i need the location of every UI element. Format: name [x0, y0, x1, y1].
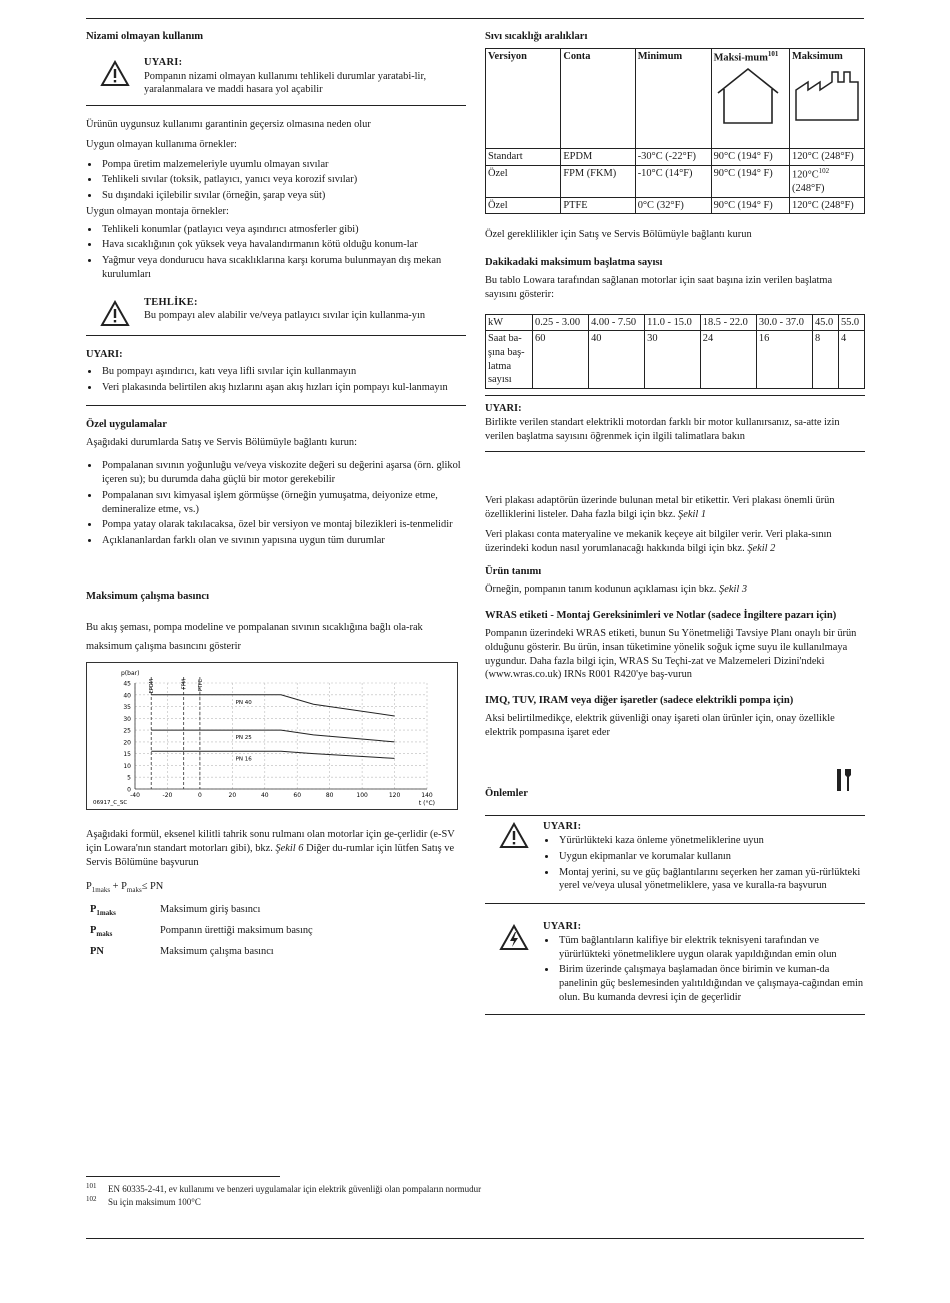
- list-item: • Pompalanan sıvının yoğunluğu ve/veya viskozite değeri su değerini aşarsa (örn. glikol içeren su); bu durumda daha güçlü bir motor gerekebilir: [100, 459, 466, 486]
- x-tick-label: 20: [228, 792, 237, 800]
- misuse-list: [86, 158, 466, 203]
- temperature-table: [485, 48, 865, 214]
- starts-table: [485, 314, 865, 390]
- y-tick-label: 10: [123, 763, 131, 771]
- special-list: [86, 459, 466, 547]
- starts-cell: 16: [756, 331, 812, 389]
- series-line: [151, 730, 394, 742]
- x-tick-label: -40: [130, 792, 140, 800]
- temp-header-max-house: Maksi-mum$^{101}$: [711, 48, 789, 148]
- temp-cell: Özel: [486, 197, 561, 214]
- x-tick-label: 60: [293, 792, 302, 800]
- list-item: • Montaj yerini, su ve güç bağlantılarını seçerken her zaman yü-rürlükteki yerel ve/veya ulusal yönetmeliklere, yasa ve kuralla-ra başvurun: [557, 866, 865, 893]
- danger-triangle-icon: [86, 296, 144, 327]
- warning-3-title: UYARI:: [485, 403, 522, 415]
- temp-cell: 90°C (194° F): [711, 165, 789, 197]
- series-line: [151, 695, 394, 716]
- misuse-heading: Nizami olmayan kullanım: [86, 31, 204, 42]
- series-label: PN 25: [235, 735, 252, 742]
- top-rule: [86, 18, 864, 19]
- install-examples-intro: Uygun olmayan montaja örnekler:: [86, 205, 229, 217]
- starts-cell: 11.0 - 15.0: [645, 314, 701, 331]
- precautions-heading: Önlemler: [485, 788, 528, 800]
- temp-header-max-factory: Maksimum: [790, 48, 865, 148]
- starts-cell: 60: [533, 331, 589, 389]
- y-tick-label: 20: [123, 739, 131, 747]
- starts-cell: 24: [700, 331, 756, 389]
- list-item: • Pompa yatay olarak takılacaksa, özel bir versiyon ve montaj bilezikleri is-tenmelidir: [100, 518, 466, 532]
- figure-code: 06917_C_SC: [93, 800, 128, 807]
- warning-3-text: Birlikte verilen standart elektrikli motordan farklı bir motor kullanırsanız, sa-atte izin verilen başlatma sayısını öğrenmek için ilgili talimatlara bakın: [485, 416, 840, 442]
- pressure-chart: [86, 662, 458, 810]
- starts-cell: 45.0: [812, 314, 838, 331]
- starts-cell: 55.0: [838, 314, 864, 331]
- danger-title: TEHLİKE:: [144, 296, 198, 308]
- list-item: • Tehlikeli konumlar (patlayıcı veya aşındırıcı atmosferler gibi): [100, 223, 466, 237]
- starts-cell: 30: [645, 331, 701, 389]
- formula: $P_{1maks} + P_{maks}\le$ PN: [86, 880, 164, 894]
- data-plate-text-1: Veri plakası adaptörün üzerinde bulunan metal bir etikettir. Veri plakası önemli ürün özelliklerini listeler. Daha fazla bilgi için bkz. Şekil 1: [485, 495, 835, 521]
- list-item: • Yürürlükteki kaza önleme yönetmeliklerine uyun: [557, 834, 865, 848]
- starts-cell: 40: [589, 331, 645, 389]
- temp-cell: 90°C (194° F): [711, 148, 789, 165]
- data-plate-text-2: Veri plakası conta materyaline ve mekanik keçeye ait bilgiler verir. Veri plaka-sının üzerindeki kodun nasıl yorumlanacağı hakkında bilgi için bkz. Şekil 2: [485, 528, 832, 554]
- x-tick-label: 0: [197, 792, 202, 800]
- special-heading: Özel uygulamalar: [86, 418, 167, 430]
- x-tick-label: 100: [356, 792, 368, 800]
- y-tick-label: 0: [127, 786, 131, 794]
- wras-heading: WRAS etiketi - Montaj Gereksinimleri ve Notlar (sadece İngiltere pazarı için): [485, 610, 837, 622]
- tools-icon: [835, 767, 853, 798]
- right-column: [485, 30, 865, 1027]
- series-line: [151, 752, 394, 759]
- figure-3-link[interactable]: Şekil 3: [719, 584, 748, 596]
- y-tick-label: 25: [123, 727, 131, 735]
- temp-cell: Özel: [486, 165, 561, 197]
- temp-cell: -30°C (-22°F): [635, 148, 711, 165]
- x-tick-label: 140: [421, 792, 433, 800]
- warning-5-title: UYARI:: [543, 921, 582, 933]
- warranty-text: Ürünün uygunsuz kullanımı garantinin geçersiz olmasına neden olur: [86, 119, 371, 131]
- house-icon: [714, 65, 782, 127]
- y-tick-label: 15: [123, 751, 131, 759]
- material-marker-label: PTFE: [197, 679, 204, 692]
- footnote-divider: [86, 1176, 280, 1177]
- temp-cell: FPM (FKM): [561, 165, 635, 197]
- warning-box-1: [86, 50, 466, 106]
- left-column: [86, 30, 466, 959]
- electric-hazard-icon: [485, 920, 543, 1006]
- danger-text: Bu pompayı alev alabilir ve/veya patlayıcı sıvılar için kullanma-yın: [144, 310, 426, 322]
- list-item: • Yağmur veya dondurucu hava sıcaklıklarına karşı koruma bulunmayan dış mekan kurulumları: [100, 254, 466, 281]
- factory-icon: [792, 64, 862, 124]
- warning-4-title: UYARI:: [543, 821, 582, 833]
- temp-cell: $120^\circ C^{102}$ (248°F): [790, 165, 865, 197]
- warning-triangle-icon: [485, 815, 543, 895]
- x-tick-label: 40: [260, 792, 269, 800]
- warning-triangle-icon: [86, 56, 144, 97]
- temp-cell: -10°C (14°F): [635, 165, 711, 197]
- list-item: • Pompalanan sıvı kimyasal işlem görmüşse (örneğin yumuşatma, deiyonize etme, demineralize etme, vs.): [100, 489, 466, 516]
- temp-cell: 90°C (194° F): [711, 197, 789, 214]
- list-item: • Birim üzerinde çalışmaya başlamadan önce birimin ve kuman-da panelinin güç beslemesinden yalıtıldığından ve çalışmaya-cağından emin olun. Bu kumanda devresi için de geçerlidir: [557, 963, 865, 1004]
- y-axis-label: p(bar): [121, 670, 140, 678]
- x-axis-label: t (°C): [418, 800, 435, 808]
- starts-cell: 18.5 - 22.0: [700, 314, 756, 331]
- imq-text: Aksi belirtilmedikçe, elektrik güvenliği onay işareti olan ürünler için, onay özellikle elektrik pompasına işaret eder: [485, 712, 835, 738]
- series-label: PN 16: [235, 756, 252, 763]
- x-tick-label: -20: [162, 792, 173, 800]
- warning-2-title: UYARI:: [86, 348, 123, 360]
- wras-text: Pompanın üzerindeki WRAS etiketi, bunun Su Yönetmeliği Tavsiye Planı onaylı bir ürün olduğunu gösterir. Bu ürün, insan tüketimine yönelik soğuk içme suyu ile kullanılmaya uygundur. Daha fazla bilgi için, WRAS Su Teçhi-zat ve Malzemeleri Dizini'ndeki (www.wras.co.uk) IRNs R001 R420'ye baş-vurun: [485, 628, 857, 681]
- list-item: • Pompa üretim malzemeleriyle uyumlu olmayan sıvılar: [100, 158, 466, 172]
- temp-cell: 120°C (248°F): [790, 197, 865, 214]
- danger-box: [86, 290, 466, 336]
- figure-1-link[interactable]: Şekil 1: [678, 509, 707, 521]
- starts-cell: 30.0 - 37.0: [756, 314, 812, 331]
- starts-cell: 4: [838, 331, 864, 389]
- temp-cell: Standart: [486, 148, 561, 165]
- product-heading: Ürün tanımı: [485, 566, 542, 578]
- imq-heading: IMQ, TUV, IRAM veya diğer işaretler (sadece elektrikli pompa için): [485, 694, 794, 706]
- def-symbol: PN: [90, 946, 104, 958]
- formula-text-pre: Aşağıdaki formül, eksenel kilitli tahrik sonu rulmanı olan motorlar için ge-çerlidir (e-SV için Lowara'nın standart motorları gibi), bkz.: [86, 829, 455, 855]
- figure-2-link[interactable]: Şekil 2: [747, 542, 776, 554]
- temp-cell: PTFE: [561, 197, 635, 214]
- temp-header: Minimum: [635, 48, 711, 148]
- temp-cell: EPDM: [561, 148, 635, 165]
- list-item: • Tüm bağlantıların kalifiye bir elektrik teknisyeni tarafından ve yürürlükteki yönetmeliklere uygun olarak yapıldığından emin olun: [557, 934, 865, 961]
- list-item: • Tehlikeli sıvılar (toksik, patlayıcı, yanıcı veya korozif sıvılar): [100, 173, 466, 187]
- special-intro: Aşağıdaki durumlarda Satış ve Servis Bölümüyle bağlantı kurun:: [86, 436, 357, 448]
- figure-6-link[interactable]: Şekil 6: [275, 843, 304, 855]
- warning-1-title: UYARI:: [144, 56, 183, 68]
- starts-cell: 8: [812, 331, 838, 389]
- series-label: PN 40: [235, 700, 252, 707]
- install-list: [86, 223, 466, 282]
- starts-heading: Dakikadaki maksimum başlatma sayısı: [485, 257, 663, 269]
- formula-text: [86, 828, 466, 869]
- product-text: Örneğin, pompanın tanım kodunun açıklaması için bkz. Şekil 3: [485, 584, 748, 596]
- warning-box-2: [86, 348, 466, 406]
- footnote: $^{102}$ Su için maksimum 100°C: [86, 1195, 201, 1207]
- list-item: • Veri plakasında belirtilen akış hızlarını aşan akış hızları için pompayı kul-lanmayın: [100, 381, 466, 395]
- pressure-heading: Maksimum çalışma basıncı: [86, 590, 210, 602]
- def-description: Maksimum giriş basıncı: [160, 903, 261, 915]
- temp-header: Versiyon: [486, 48, 561, 148]
- warning-box-3: [485, 395, 865, 452]
- def-description: Maksimum çalışma basıncı: [160, 946, 274, 958]
- starts-text: Bu tablo Lowara tarafından sağlanan motorlar için saat başına izin verilen başlatma sayısını gösterir:: [485, 275, 833, 300]
- list-item: • Su dışındaki içilebilir sıvılar (örneğin, şarap veya süt): [100, 189, 466, 203]
- bottom-rule: [86, 1238, 864, 1239]
- temp-header: Conta: [561, 48, 635, 148]
- def-symbol: $P_{1maks}$: [90, 903, 116, 917]
- starts-cell: Saat ba-şına baş-latma sayısı: [486, 331, 533, 389]
- temp-cell: 120°C (248°F): [790, 148, 865, 165]
- def-description: Pompanın ürettiği maksimum basınç: [160, 925, 313, 937]
- y-tick-label: 45: [123, 680, 131, 688]
- starts-cell: 0.25 - 3.00: [533, 314, 589, 331]
- material-marker-label: FPM: [181, 679, 188, 690]
- misuse-examples-intro: Uygun olmayan kullanıma örnekler:: [86, 138, 237, 150]
- y-tick-label: 35: [123, 704, 131, 712]
- footnote: $^{101}$ EN 60335-2-41, ev kullanımı ve benzeri uygulamalar için elektrik güvenliği olan pompaların normudur: [86, 1182, 482, 1194]
- temp-cell: 0°C (32°F): [635, 197, 711, 214]
- temperature-heading: Sıvı sıcaklığı aralıkları: [485, 31, 588, 42]
- warning-box-5: [485, 912, 865, 1015]
- list-item: • Açıklananlardan farklı olan ve sıvının yapısına uygun tüm durumlar: [100, 534, 466, 548]
- pressure-chart-svg: [87, 663, 457, 809]
- y-tick-label: 30: [123, 716, 131, 724]
- temperature-note: Özel gereklilikler için Satış ve Servis Bölümüyle bağlantı kurun: [485, 229, 752, 241]
- y-tick-label: 5: [127, 775, 131, 783]
- warning-1-text: Pompanın nizami olmayan kullanımı tehlikeli durumlar yaratabi-lir, yaralanmalara ve maddi hasara yol açabilir: [144, 70, 427, 96]
- formula-text-post: Diğer du-rumlar için lütfen Satış ve Servis Bölümüne başvurun: [86, 843, 455, 868]
- x-tick-label: 80: [325, 792, 334, 800]
- warning-box-4: [485, 815, 865, 904]
- def-symbol: $P_{maks}$: [90, 925, 113, 939]
- list-item: • Hava sıcaklığının çok yüksek veya havalandırmanın kötü olduğu konum-lar: [100, 238, 466, 252]
- list-item: • Bu pompayı aşındırıcı, katı veya lifli sıvılar için kullanmayın: [100, 365, 466, 379]
- material-marker-label: EPDM: [149, 679, 156, 694]
- starts-cell: kW: [486, 314, 533, 331]
- list-item: • Uygun ekipmanlar ve korumalar kullanın: [557, 850, 865, 864]
- starts-cell: 4.00 - 7.50: [589, 314, 645, 331]
- y-tick-label: 40: [123, 692, 131, 700]
- precautions-header: [485, 745, 865, 801]
- x-tick-label: 120: [388, 792, 401, 800]
- formula-definitions: [86, 903, 466, 959]
- pressure-text: Bu akış şeması, pompa modeline ve pompalanan sıvının sıcaklığına bağlı ola-rak maksimum çalışma basıncını gösterir: [86, 621, 423, 653]
